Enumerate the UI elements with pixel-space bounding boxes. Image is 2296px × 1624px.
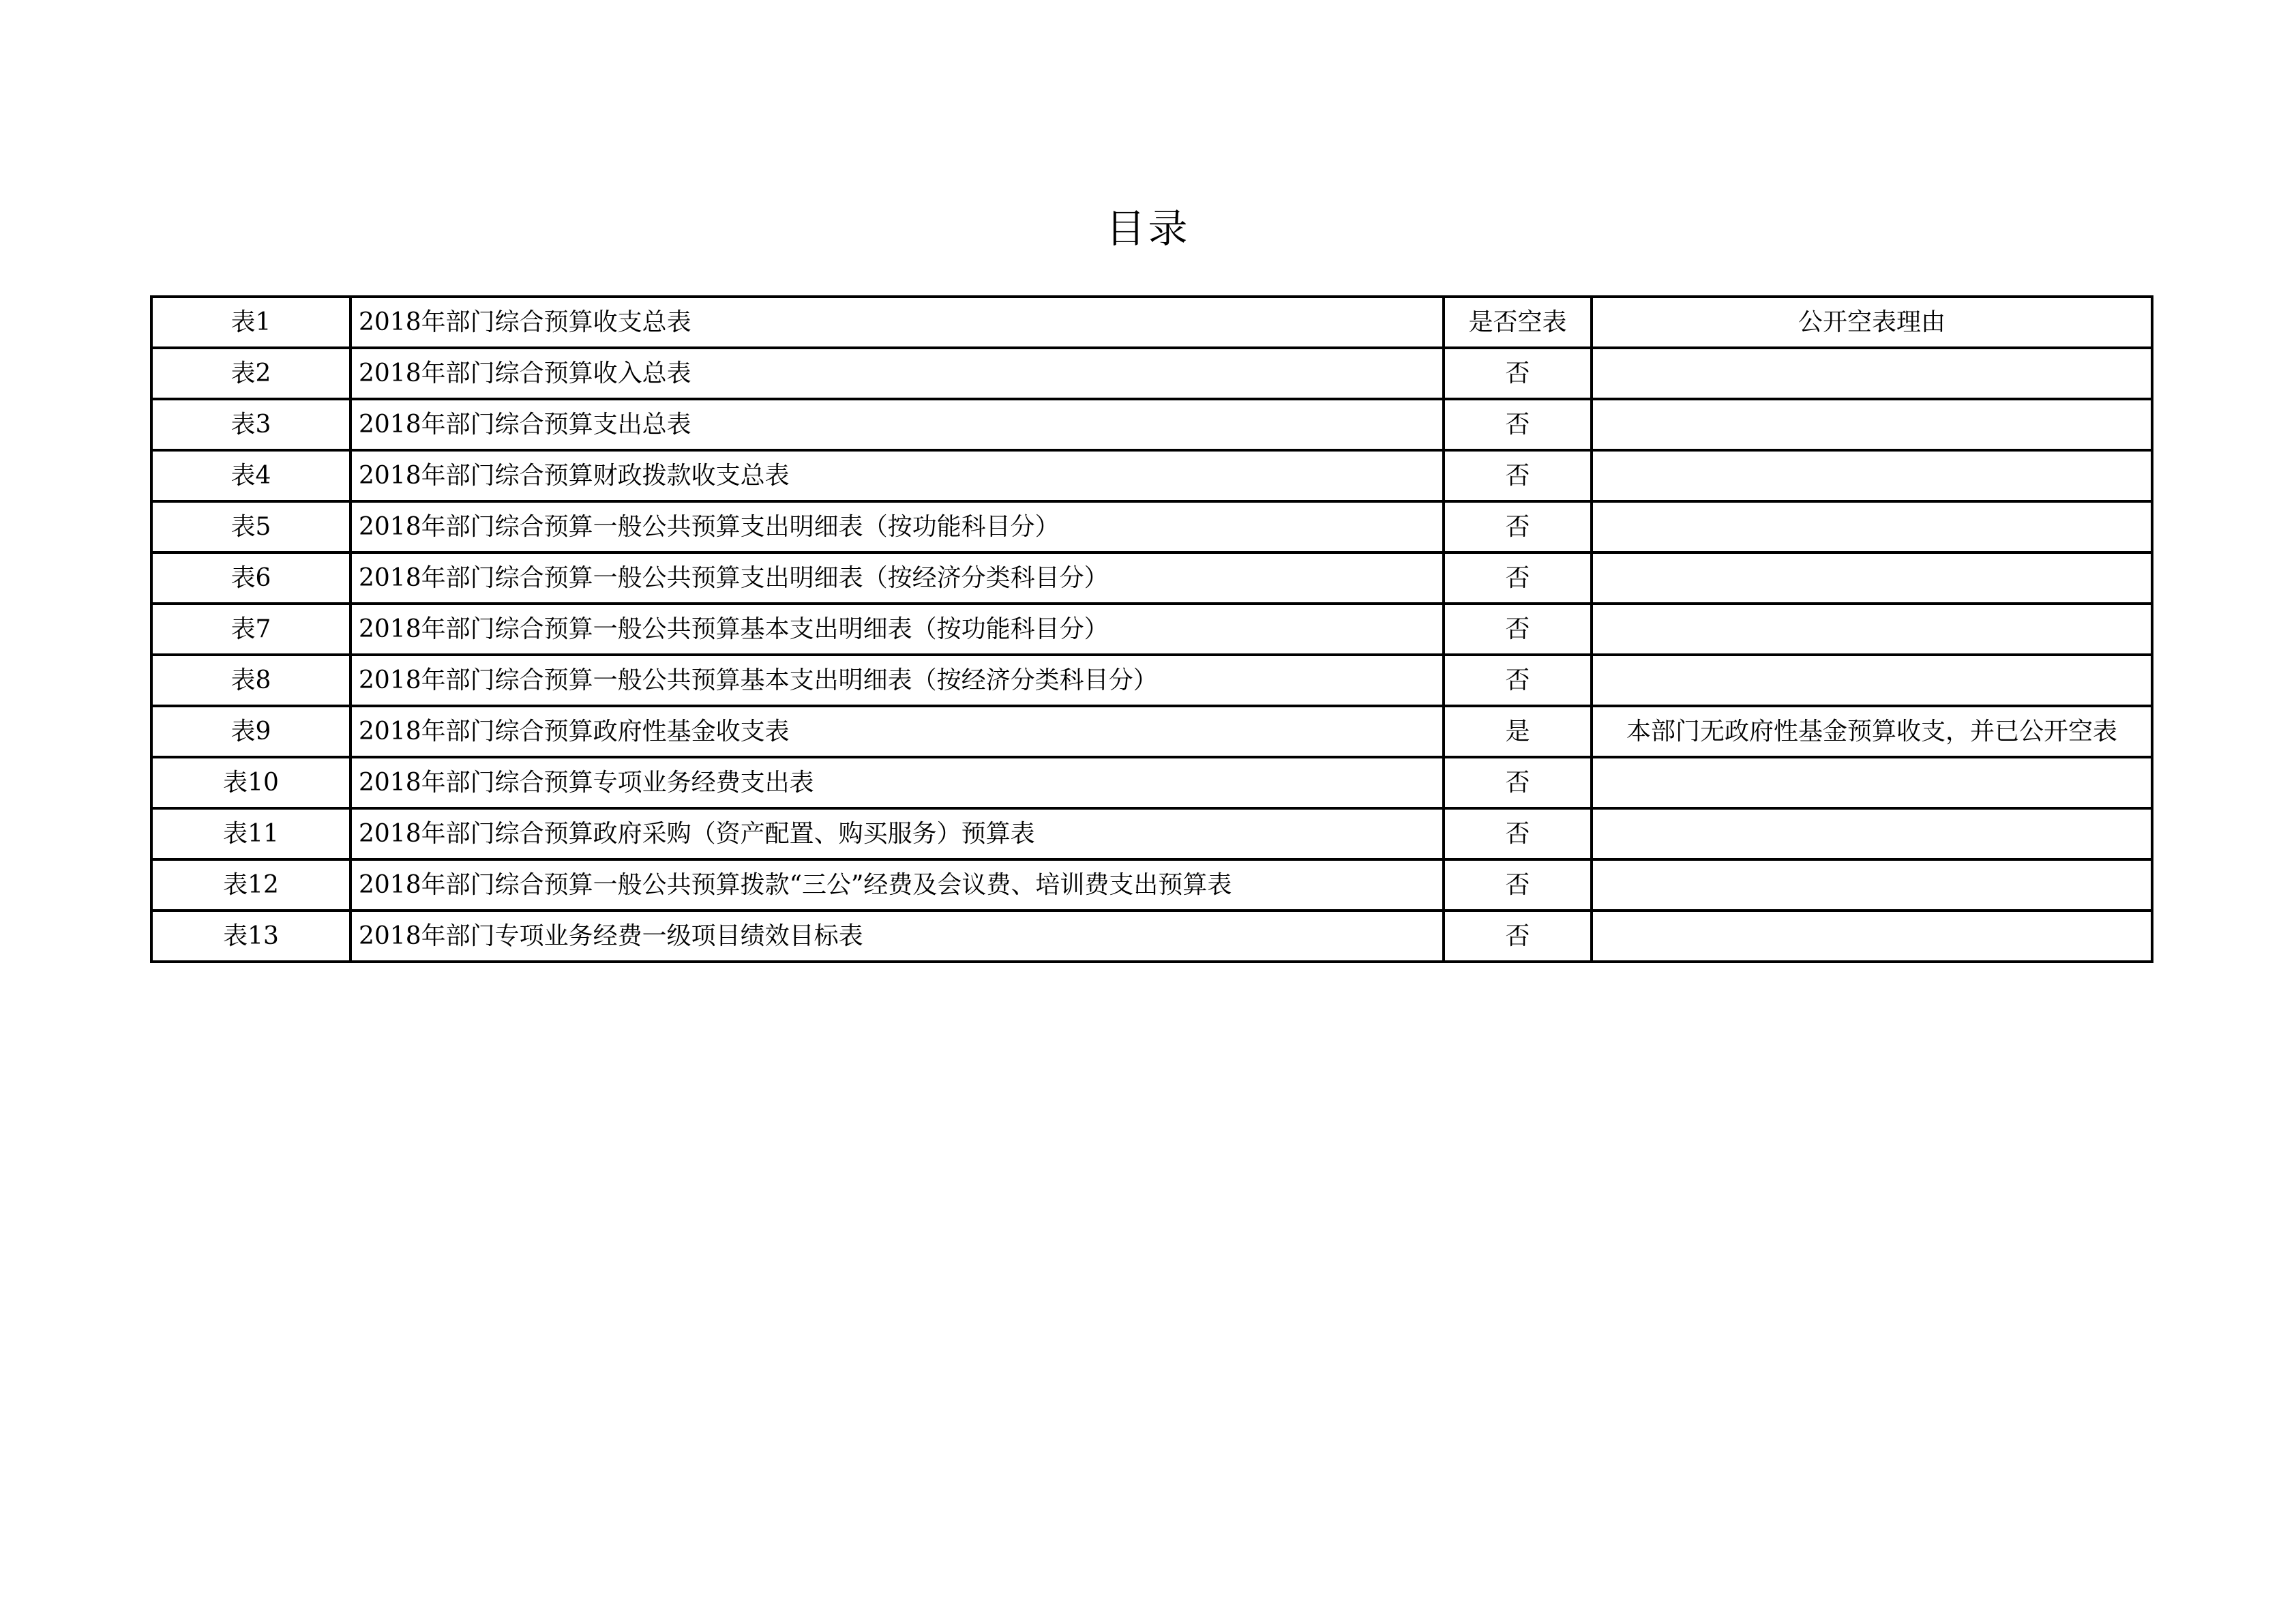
row-name: 2018年部门综合预算一般公共预算基本支出明细表（按经济分类科目分） [351,655,1444,706]
header-name: 2018年部门综合预算收支总表 [351,297,1444,348]
row-is-empty: 否 [1444,859,1592,911]
row-reason [1592,655,2152,706]
header-reason: 公开空表理由 [1592,297,2152,348]
row-name: 2018年部门综合预算一般公共预算支出明细表（按功能科目分） [351,501,1444,552]
table-row [151,655,2152,706]
row-is-empty: 否 [1444,552,1592,604]
row-no: 表2 [151,348,351,399]
row-name: 2018年部门综合预算支出总表 [351,399,1444,450]
toc-table [150,295,2153,963]
row-is-empty: 否 [1444,808,1592,859]
table-row [151,604,2152,655]
row-is-empty: 否 [1444,911,1592,962]
row-name: 2018年部门专项业务经费一级项目绩效目标表 [351,911,1444,962]
row-reason [1592,757,2152,808]
row-reason [1592,859,2152,911]
row-is-empty: 是 [1444,706,1592,757]
row-is-empty: 否 [1444,501,1592,552]
row-no: 表4 [151,450,351,501]
row-name: 2018年部门综合预算一般公共预算基本支出明细表（按功能科目分） [351,604,1444,655]
row-no: 表6 [151,552,351,604]
row-name: 2018年部门综合预算政府性基金收支表 [351,706,1444,757]
table-row [151,399,2152,450]
row-no: 表12 [151,859,351,911]
row-reason [1592,552,2152,604]
table-header-row [151,297,2152,348]
row-name: 2018年部门综合预算一般公共预算支出明细表（按经济分类科目分） [351,552,1444,604]
row-is-empty: 否 [1444,399,1592,450]
row-reason [1592,808,2152,859]
row-no: 表13 [151,911,351,962]
page-title: 目录 [1105,205,1191,252]
row-name: 2018年部门综合预算政府采购（资产配置、购买服务）预算表 [351,808,1444,859]
row-no: 表7 [151,604,351,655]
header-is-empty: 是否空表 [1444,297,1592,348]
row-reason [1592,501,2152,552]
table-row [151,859,2152,911]
row-reason: 本部门无政府性基金预算收支，并已公开空表 [1592,706,2152,757]
row-reason [1592,399,2152,450]
row-name: 2018年部门综合预算财政拨款收支总表 [351,450,1444,501]
row-is-empty: 否 [1444,655,1592,706]
table-row [151,808,2152,859]
table-row [151,552,2152,604]
row-no: 表10 [151,757,351,808]
table-row [151,757,2152,808]
row-no: 表11 [151,808,351,859]
row-is-empty: 否 [1444,604,1592,655]
row-no: 表8 [151,655,351,706]
row-no: 表9 [151,706,351,757]
table-row [151,348,2152,399]
row-reason [1592,911,2152,962]
row-is-empty: 否 [1444,757,1592,808]
row-reason [1592,450,2152,501]
row-no: 表5 [151,501,351,552]
row-no: 表3 [151,399,351,450]
row-name: 2018年部门综合预算一般公共预算拨款“三公”经费及会议费、培训费支出预算表 [351,859,1444,911]
row-name: 2018年部门综合预算收入总表 [351,348,1444,399]
header-no: 表1 [151,297,351,348]
table-row [151,706,2152,757]
row-reason [1592,348,2152,399]
table-row [151,911,2152,962]
table-row [151,450,2152,501]
row-name: 2018年部门综合预算专项业务经费支出表 [351,757,1444,808]
row-is-empty: 否 [1444,450,1592,501]
row-reason [1592,604,2152,655]
table-row [151,501,2152,552]
row-is-empty: 否 [1444,348,1592,399]
